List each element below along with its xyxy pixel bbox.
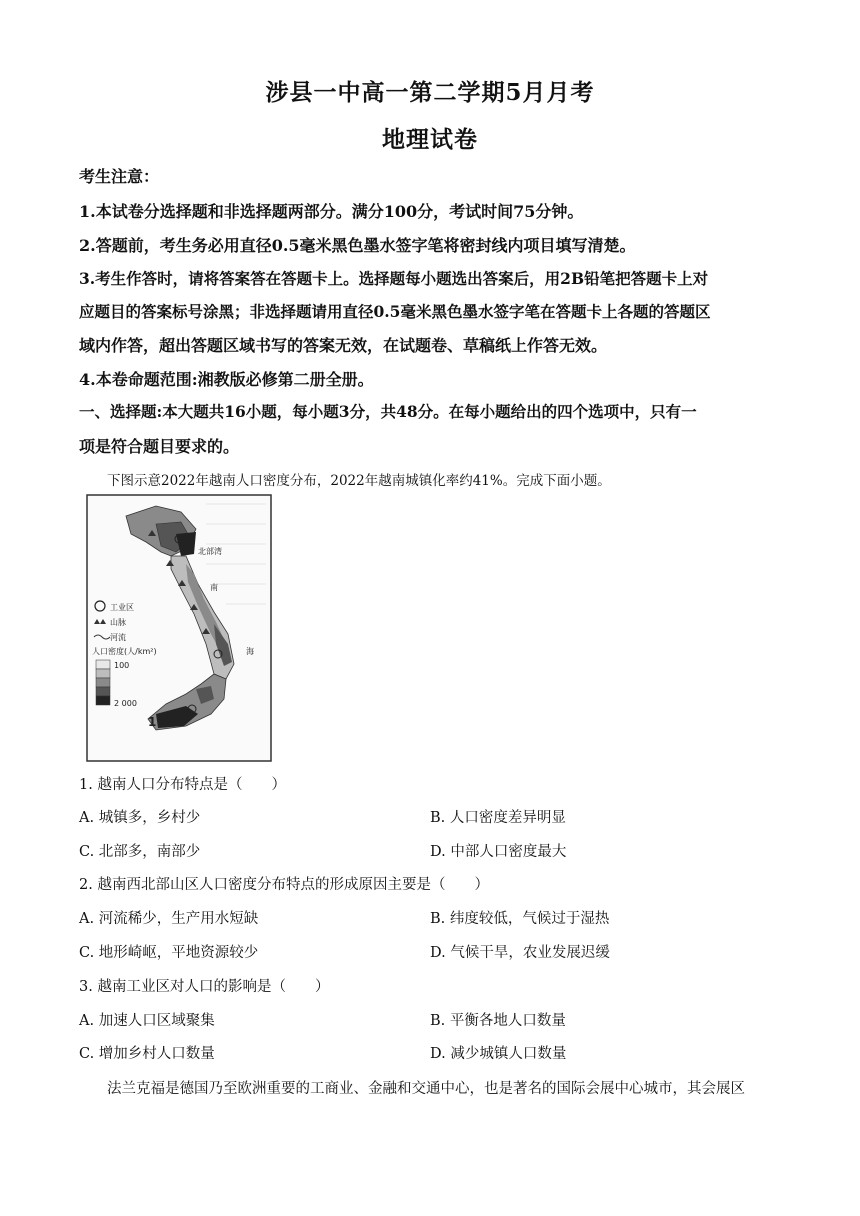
question-1-option-d[interactable]: D. 中部人口密度最大 [430,844,567,860]
question-intro: 下图示意2022年越南人口密度分布，2022年越南城镇化率约41%。完成下面小题。 [107,473,611,489]
question-1-option-b[interactable]: B. 人口密度差异明显 [430,810,566,826]
legend-density-label: 人口密度(人/km²) [92,647,157,656]
section-heading-line1: 一、选择题:本大题共16小题，每小题3分，共48分。在每小题给出的四个选项中，只有一 [79,402,697,421]
question-3-stem: 3. 越南工业区对人口的影响是（ ） [79,979,330,995]
question-2-option-a[interactable]: A. 河流稀少，生产用水短缺 [79,911,259,927]
legend-low-label: 100 [114,661,130,670]
question-1-option-a[interactable]: A. 城镇多，乡村少 [79,810,201,826]
notice-item-3b: 应题目的答案标号涂黑；非选择题请用直径0.5毫米黑色墨水签字笔在答题卡上各题的答题区 [79,302,711,321]
question-3-option-c[interactable]: C. 增加乡村人口数量 [79,1046,215,1062]
notice-item-3a: 3.考生作答时，请将答案答在答题卡上。选择题每小题选出答案后，用2B铅笔把答题卡上对 [79,269,709,288]
notice-item-4: 4.本卷命题范围:湘教版必修第二册全册。 [79,370,374,389]
notice-item-3c: 域内作答，超出答题区域书写的答案无效，在试题卷、草稿纸上作答无效。 [79,336,608,355]
label-hai: 海 [246,647,254,656]
next-passage-text: 法兰克福是德国乃至欧洲重要的工商业、金融和交通中心，也是著名的国际会展中心城市，其会展区 [107,1081,745,1097]
legend-industrial-label: 工业区 [110,603,134,612]
exam-title: 涉县一中高一第二学期5月月考 [265,79,595,106]
notice-item-2: 2.答题前，考生务必用直径0.5毫米黑色墨水签字笔将密封线内项目填写清楚。 [79,236,636,255]
label-nan: 南 [210,583,218,592]
notice-heading: 考生注意： [79,167,160,186]
label-1: 1 [148,715,157,729]
exam-subtitle: 地理试卷 [382,126,478,153]
vietnam-population-map [86,494,272,762]
question-2-option-c[interactable]: C. 地形崎岖，平地资源较少 [79,945,259,961]
legend-high-label: 2 000 [114,699,137,708]
legend-mountain-label: 山脉 [110,618,126,627]
section-heading-line2: 项是符合题目要求的。 [79,437,240,456]
question-3-option-b[interactable]: B. 平衡各地人口数量 [430,1013,566,1029]
label-beibuwan: 北部湾 [198,547,222,556]
question-2-option-b[interactable]: B. 纬度较低，气候过于湿热 [430,911,610,927]
question-2-option-d[interactable]: D. 气候干旱，农业发展迟缓 [430,945,610,961]
question-1-stem: 1. 越南人口分布特点是（ ） [79,777,286,793]
question-2-stem: 2. 越南西北部山区人口密度分布特点的形成原因主要是（ ） [79,877,489,893]
notice-item-1: 1.本试卷分选择题和非选择题两部分。满分100分，考试时间75分钟。 [79,202,584,221]
legend-river-label: 河流 [110,633,126,642]
question-3-option-a[interactable]: A. 加速人口区域聚集 [79,1013,215,1029]
question-1-option-c[interactable]: C. 北部多，南部少 [79,844,201,860]
question-3-option-d[interactable]: D. 减少城镇人口数量 [430,1046,567,1062]
